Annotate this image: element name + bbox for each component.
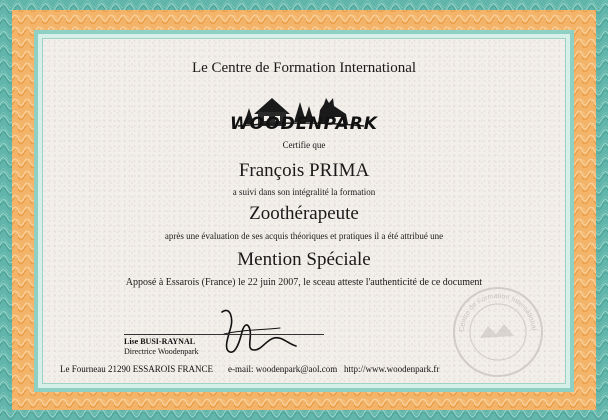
seal-stamp-icon (452, 286, 544, 378)
recipient-name: François PRIMA (238, 160, 370, 181)
footer-address: Le Fourneau 21290 ESSAROIS FRANCE (60, 364, 214, 374)
footer-website: http://www.woodenpark.fr (344, 364, 440, 374)
signatory-title: Directrice Woodenpark (124, 347, 199, 356)
issuer-line: Le Centre de Formation International (191, 60, 417, 76)
logo-wordmark: WOODENPARK (230, 114, 378, 134)
affixed-statement: Apposé à Essarois (France) le 22 juin 2007, le sceau atteste l'authenticité de ce document (125, 277, 483, 288)
seal-text: Centre de Formation International (458, 292, 537, 333)
distinction-title: Mention Spéciale (237, 249, 371, 270)
signatory-name: Lise BUSI-RAYNAL (124, 337, 196, 346)
course-name: Zoothérapeute (249, 203, 359, 224)
followed-line: a suivi dans son intégralité la formation (232, 187, 376, 197)
signature-line (124, 334, 324, 335)
evaluation-line: après une évaluation de ses acquis théoriques et pratiques il a été attribué une (164, 231, 444, 241)
footer-email: e-mail: woodenpark@aol.com (228, 364, 338, 374)
signature-icon (200, 300, 320, 360)
certifies-line: Certifie que (282, 140, 326, 150)
